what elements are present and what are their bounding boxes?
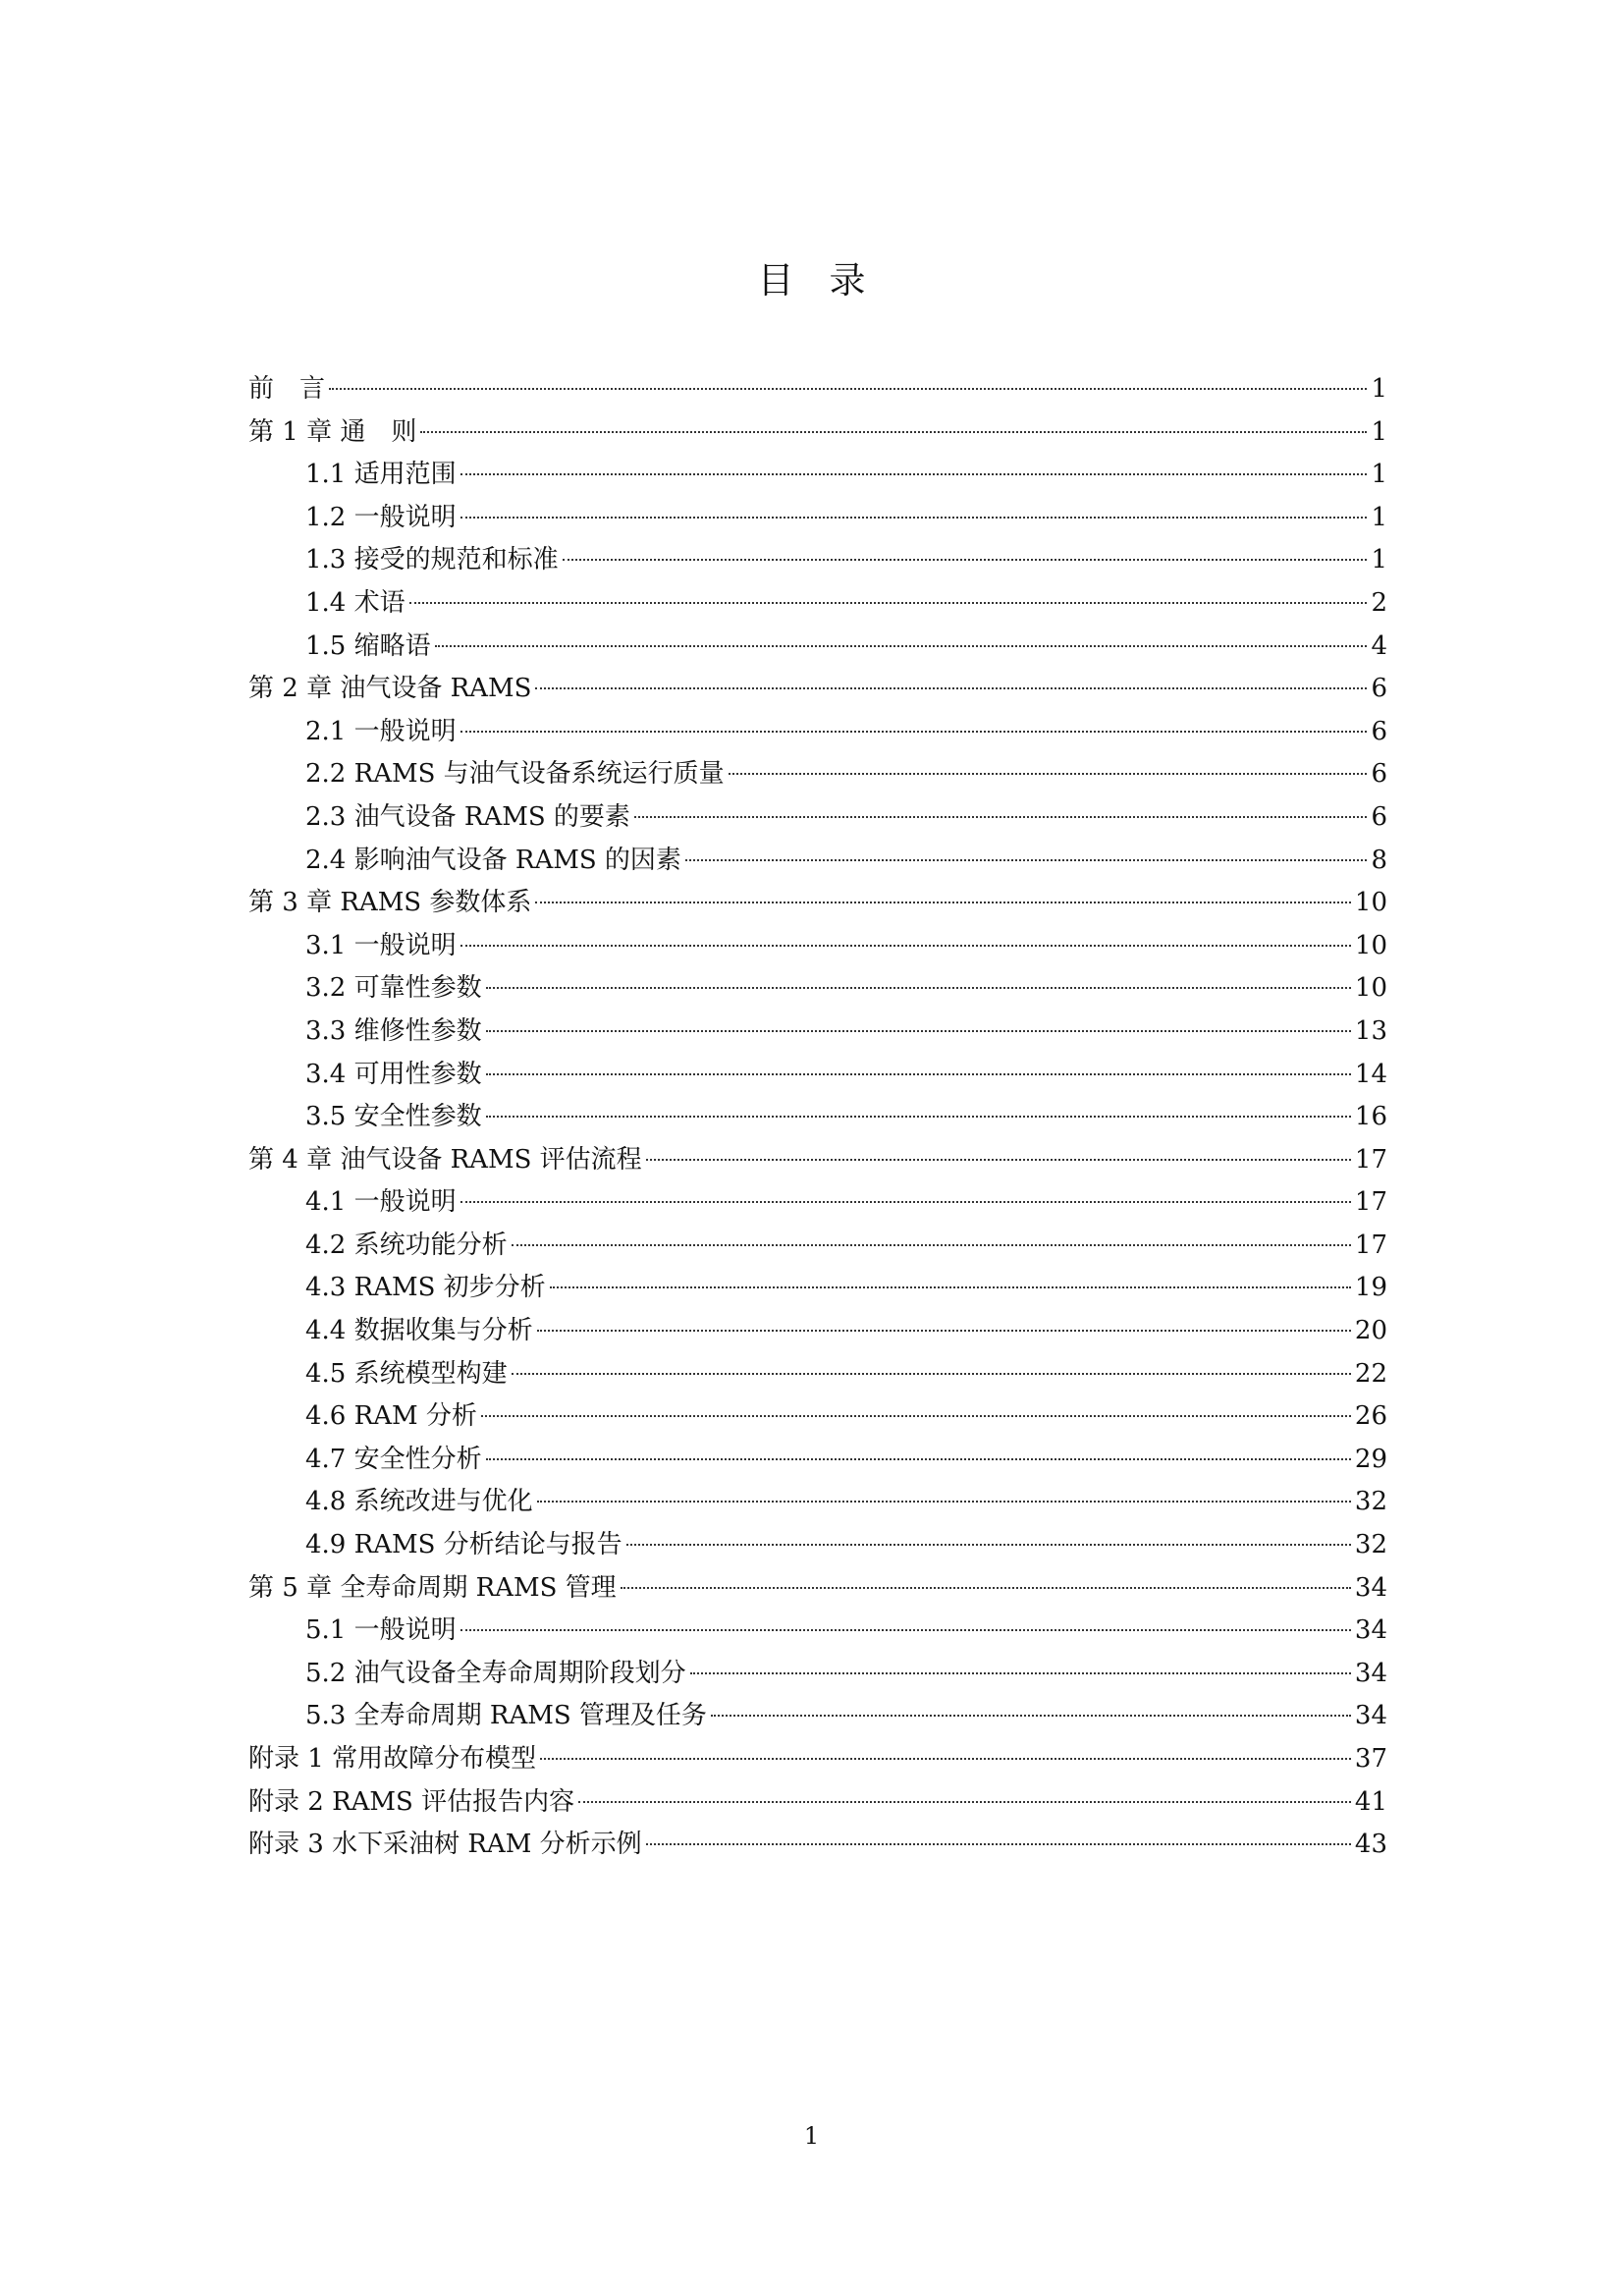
toc-entry[interactable] [248, 1395, 1387, 1439]
toc-entry-page: 22 [1354, 1358, 1387, 1389]
toc-entry-label: 3.5 安全性参数 [305, 1102, 482, 1132]
toc-entry-page: 1 [1371, 502, 1387, 532]
toc-entry[interactable] [248, 1054, 1387, 1097]
toc-entry-label: 4.6 RAM 分析 [305, 1401, 477, 1432]
toc-entry-page: 10 [1354, 973, 1387, 1004]
toc-entry[interactable] [248, 454, 1387, 497]
toc-entry[interactable] [248, 1738, 1387, 1781]
toc-entry[interactable] [248, 1181, 1387, 1225]
toc-entry-label: 附录 2 RAMS 评估报告内容 [248, 1786, 575, 1817]
toc-dot-leader [690, 1672, 1351, 1674]
toc-dot-leader [537, 1501, 1351, 1503]
toc-entry[interactable] [248, 840, 1387, 883]
toc-dot-leader [486, 1073, 1351, 1075]
toc-entry[interactable] [248, 368, 1387, 411]
toc-dot-leader [685, 859, 1368, 861]
toc-entry[interactable] [248, 1567, 1387, 1611]
toc-entry[interactable] [248, 1353, 1387, 1396]
toc-entry-page: 43 [1354, 1830, 1387, 1860]
toc-dot-leader [486, 987, 1351, 989]
toc-dot-leader [646, 1159, 1351, 1161]
toc-entry-label: 4.2 系统功能分析 [305, 1230, 508, 1260]
toc-entry[interactable] [248, 1524, 1387, 1567]
toc-entry-label: 1.2 一般说明 [305, 502, 457, 532]
toc-entry-page: 34 [1354, 1615, 1387, 1646]
toc-entry-label: 4.1 一般说明 [305, 1187, 457, 1218]
toc-dot-leader [460, 945, 1351, 947]
toc-entry[interactable] [248, 711, 1387, 754]
toc-dot-leader [535, 687, 1367, 689]
toc-entry-label: 2.4 影响油气设备 RAMS 的因素 [305, 845, 681, 875]
toc-entry-label: 第 5 章 全寿命周期 RAMS 管理 [248, 1572, 617, 1603]
toc-entry[interactable] [248, 1695, 1387, 1738]
toc-entry-label: 前 言 [248, 374, 326, 404]
toc-entry[interactable] [248, 1781, 1387, 1825]
toc-entry-label: 第 4 章 油气设备 RAMS 评估流程 [248, 1144, 642, 1175]
toc-entry-label: 1.1 适用范围 [305, 460, 457, 490]
toc-entry[interactable] [248, 411, 1387, 455]
toc-entry[interactable] [248, 967, 1387, 1011]
toc-entry-page: 19 [1354, 1273, 1387, 1303]
toc-entry-label: 2.1 一般说明 [305, 716, 457, 746]
toc-entry-label: 第 3 章 RAMS 参数体系 [248, 888, 532, 918]
toc-entry-label: 1.3 接受的规范和标准 [305, 545, 559, 575]
toc-entry[interactable] [248, 582, 1387, 626]
toc-entry-label: 5.1 一般说明 [305, 1615, 457, 1646]
toc-dot-leader [540, 1758, 1351, 1760]
toc-dot-leader [329, 388, 1367, 390]
toc-entry-label: 附录 3 水下采油树 RAM 分析示例 [248, 1830, 642, 1860]
toc-entry-page: 1 [1371, 460, 1387, 490]
toc-entry-page: 13 [1354, 1015, 1387, 1046]
toc-entry-page: 34 [1354, 1572, 1387, 1603]
toc-entry[interactable] [248, 626, 1387, 669]
toc-entry-page: 32 [1354, 1487, 1387, 1517]
toc-entry-label: 3.4 可用性参数 [305, 1059, 482, 1089]
toc-dot-leader [711, 1715, 1351, 1717]
toc-entry-page: 6 [1371, 716, 1387, 746]
toc-entry-page: 16 [1354, 1102, 1387, 1132]
toc-entry[interactable] [248, 668, 1387, 711]
toc-dot-leader [460, 731, 1368, 733]
toc-entry-label: 4.3 RAMS 初步分析 [305, 1273, 546, 1303]
toc-entry[interactable] [248, 882, 1387, 925]
toc-entry-label: 第 1 章 通 则 [248, 416, 417, 447]
toc-entry[interactable] [248, 1824, 1387, 1867]
toc-entry-page: 29 [1354, 1444, 1387, 1474]
toc-entry-page: 1 [1371, 545, 1387, 575]
toc-entry-page: 1 [1371, 416, 1387, 447]
toc-entry-label: 5.3 全寿命周期 RAMS 管理及任务 [305, 1701, 707, 1731]
page-title: 目录 [757, 259, 901, 301]
toc-entry-page: 10 [1354, 930, 1387, 960]
page-number: 1 [803, 2122, 820, 2150]
toc-dot-leader [512, 1244, 1351, 1246]
toc-dot-leader [409, 602, 1368, 604]
toc-entry[interactable] [248, 925, 1387, 968]
toc-entry-page: 1 [1371, 374, 1387, 404]
toc-entry-page: 4 [1371, 630, 1387, 661]
toc-entry[interactable] [248, 1439, 1387, 1482]
toc-dot-leader [626, 1544, 1351, 1546]
toc-dot-leader [486, 1458, 1351, 1460]
toc-dot-leader [512, 1373, 1351, 1375]
toc-entry-label: 4.4 数据收集与分析 [305, 1316, 533, 1346]
toc-dot-leader [634, 816, 1368, 818]
toc-dot-leader [537, 1330, 1351, 1332]
toc-dot-leader [578, 1801, 1351, 1803]
toc-dot-leader [460, 1629, 1351, 1631]
toc-entry-page: 37 [1354, 1744, 1387, 1774]
toc-entry-page: 10 [1354, 888, 1387, 918]
toc-entry-page: 6 [1371, 801, 1387, 832]
toc-dot-leader [550, 1286, 1351, 1288]
toc-dot-leader [435, 645, 1368, 647]
toc-dot-leader [460, 517, 1368, 519]
toc-entry[interactable] [248, 497, 1387, 540]
toc-entry-page: 34 [1354, 1701, 1387, 1731]
toc-entry-page: 6 [1371, 674, 1387, 704]
toc-entry-label: 4.8 系统改进与优化 [305, 1487, 533, 1517]
toc-dot-leader [486, 1116, 1351, 1118]
toc-entry-page: 17 [1354, 1230, 1387, 1260]
toc-entry-label: 附录 1 常用故障分布模型 [248, 1744, 537, 1774]
toc-dot-leader [460, 1201, 1351, 1203]
toc-entry-page: 41 [1354, 1786, 1387, 1817]
toc-entry[interactable] [248, 753, 1387, 796]
toc-entry[interactable] [248, 539, 1387, 582]
toc-dot-leader [563, 559, 1368, 561]
toc-entry-label: 4.7 安全性分析 [305, 1444, 482, 1474]
toc-entry-page: 34 [1354, 1658, 1387, 1688]
toc-entry-label: 1.4 术语 [305, 587, 406, 618]
toc-entry[interactable] [248, 1267, 1387, 1310]
toc-entry[interactable] [248, 1096, 1387, 1139]
toc-dot-leader [481, 1415, 1351, 1417]
toc-entry[interactable] [248, 1481, 1387, 1524]
toc-entry-label: 4.5 系统模型构建 [305, 1358, 508, 1389]
toc-entry[interactable] [248, 1310, 1387, 1353]
toc-entry-page: 8 [1371, 845, 1387, 875]
toc-entry-label: 3.1 一般说明 [305, 930, 457, 960]
toc-entry-label: 2.2 RAMS 与油气设备系统运行质量 [305, 759, 725, 790]
toc-entry-label: 3.2 可靠性参数 [305, 973, 482, 1004]
toc-entry[interactable] [248, 1653, 1387, 1696]
toc-entry-page: 20 [1354, 1316, 1387, 1346]
toc-dot-leader [486, 1030, 1351, 1032]
toc-dot-leader [729, 773, 1368, 775]
toc-entry-label: 3.3 维修性参数 [305, 1015, 482, 1046]
toc-entry-page: 6 [1371, 759, 1387, 790]
toc-entry-label: 4.9 RAMS 分析结论与报告 [305, 1530, 622, 1560]
toc-entry-page: 26 [1354, 1401, 1387, 1432]
table-of-contents [248, 368, 1387, 1867]
toc-dot-leader [535, 902, 1351, 903]
toc-entry-page: 32 [1354, 1530, 1387, 1560]
toc-entry[interactable] [248, 1011, 1387, 1054]
toc-entry-page: 17 [1354, 1144, 1387, 1175]
toc-entry-label: 5.2 油气设备全寿命周期阶段划分 [305, 1658, 686, 1688]
toc-entry[interactable] [248, 1139, 1387, 1182]
toc-entry-page: 2 [1371, 587, 1387, 618]
toc-dot-leader [420, 431, 1367, 433]
toc-entry[interactable] [248, 796, 1387, 840]
toc-entry-page: 14 [1354, 1059, 1387, 1089]
toc-entry-label: 第 2 章 油气设备 RAMS [248, 674, 532, 704]
toc-entry-label: 2.3 油气设备 RAMS 的要素 [305, 801, 630, 832]
toc-entry[interactable] [248, 1225, 1387, 1268]
toc-dot-leader [460, 473, 1368, 475]
toc-entry-label: 1.5 缩略语 [305, 630, 431, 661]
toc-entry-page: 17 [1354, 1187, 1387, 1218]
toc-dot-leader [646, 1843, 1351, 1845]
toc-entry[interactable] [248, 1610, 1387, 1653]
toc-dot-leader [621, 1587, 1351, 1589]
